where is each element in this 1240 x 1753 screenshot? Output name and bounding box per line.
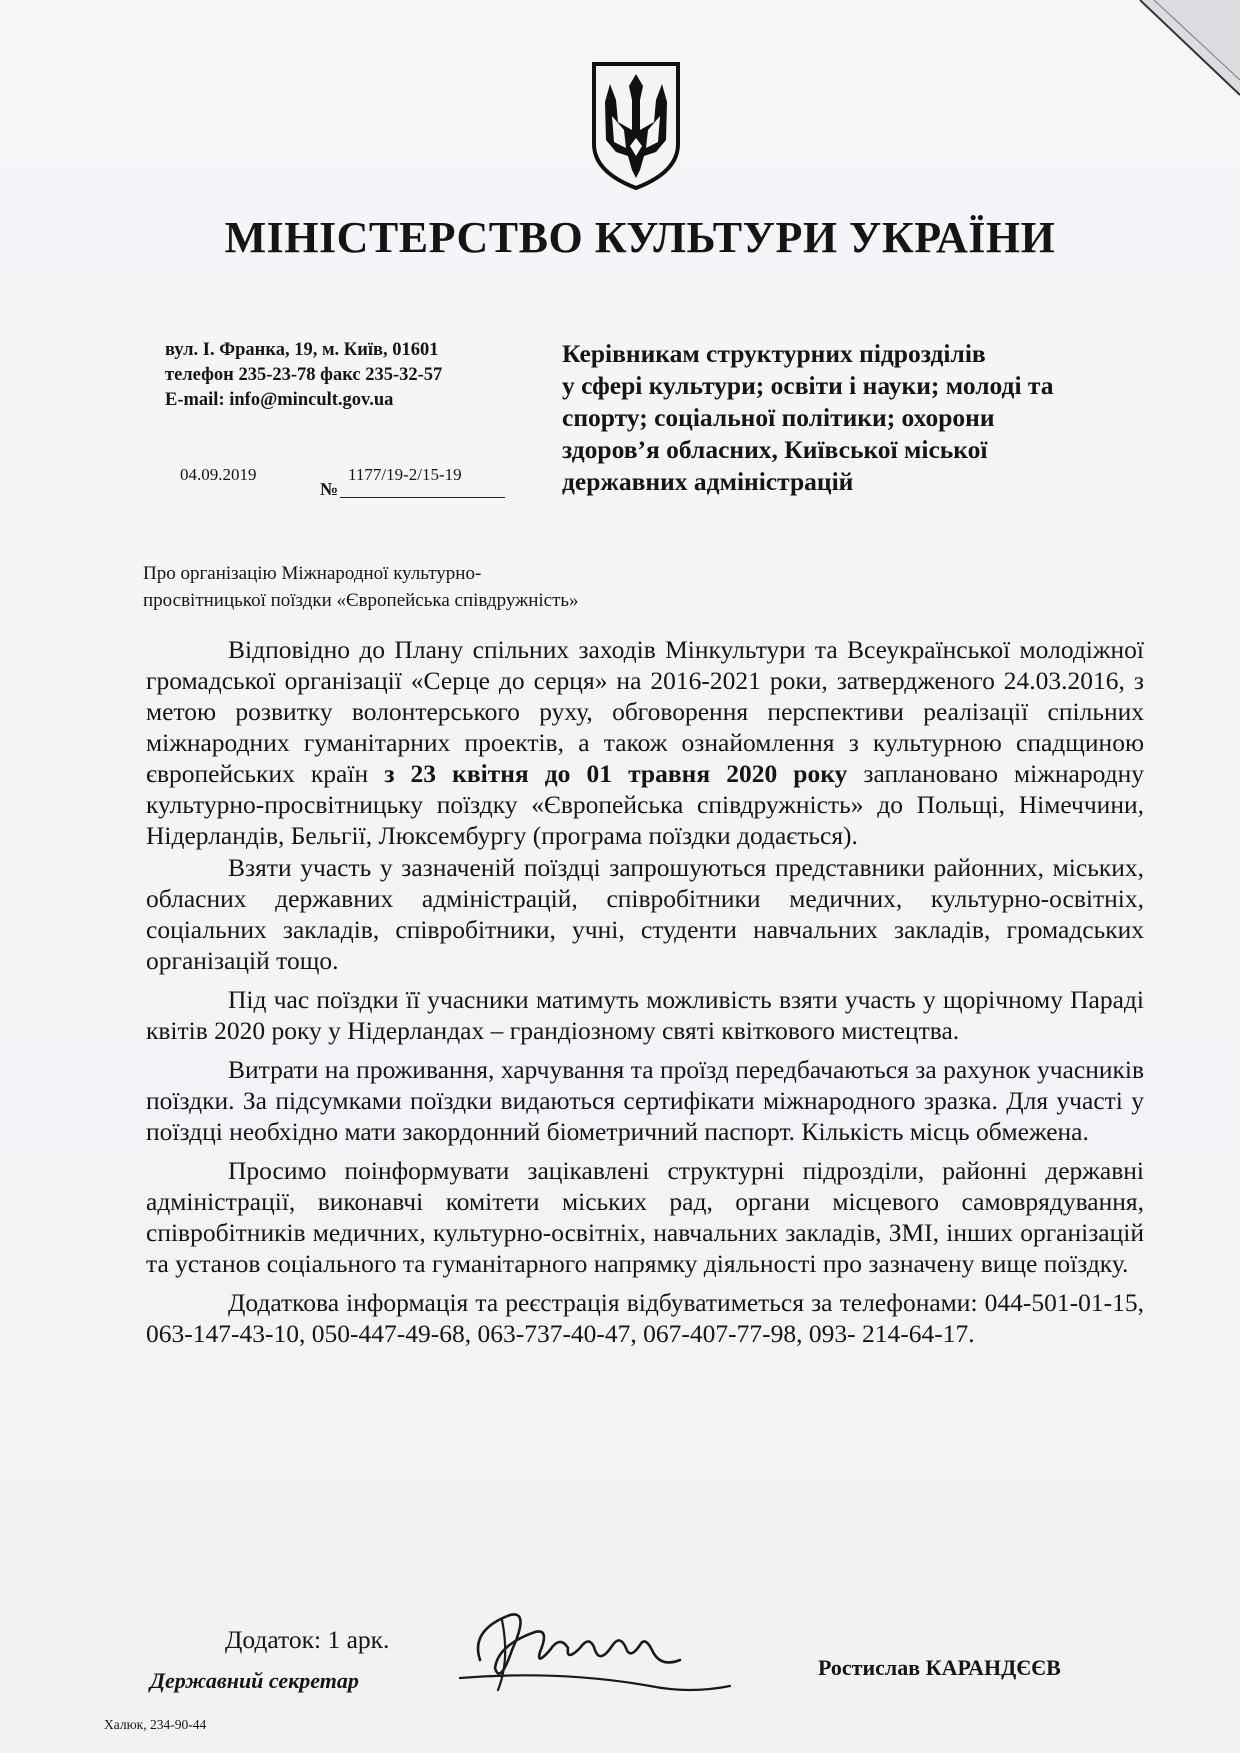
subject-line: просвітницької поїздки «Європейська співдружність»: [143, 590, 579, 611]
number-sign: №: [320, 479, 339, 499]
address-line: вул. І. Франка, 19, м. Київ, 01601: [165, 340, 439, 360]
body-paragraph: Витрати на проживання, харчування та проїзд передбачаються за рахунок учасників поїздки. За підсумками поїздки видаються сертифікати міжнародного зразка. Для участі у поїздці необхідно мати закордонний біометричний паспорт. Кількість місць обмежена.: [146, 1055, 1144, 1146]
recipient-line: державних адміністрацій: [562, 467, 854, 496]
body-paragraph: Під час поїздки її учасники матимуть можливість взяти участь у щорічному Параді квітів 2020 року у Нідерландах – грандіозному святі квіткового мистецтва.: [146, 985, 1144, 1045]
executor-note: Халюк, 234-90-44: [104, 1717, 207, 1732]
body-text: заплановано міжнародну культурно-просвітницьку поїздку «Європейська співдружність» до Польщі, Німеччини, Нідерландів, Бельгії, Люксембургу (програма поїздки додається).: [146, 759, 1144, 850]
email-line: E-mail: info@mincult.gov.ua: [165, 390, 394, 410]
signer-name: Ростислав КАРАНДЄЄВ: [818, 1655, 1061, 1680]
letter-body: [146, 634, 1144, 1357]
handwritten-signature-icon: [440, 1590, 740, 1710]
registration-date: 04.09.2019: [180, 465, 257, 484]
trip-dates: з 23 квітня до 01 травня 2020 року: [384, 759, 848, 788]
registration-underline: [340, 497, 505, 498]
signer-position: Державний секретар: [150, 1668, 359, 1693]
body-paragraph: [146, 634, 1144, 851]
phone-fax-line: телефон 235-23-78 факс 235-32-57: [165, 365, 443, 385]
recipient-line: Керівникам структурних підрозділів: [562, 339, 986, 368]
corner-fold-icon: [1120, 0, 1240, 110]
recipient-line: здоров’я обласних, Київської міської: [562, 435, 988, 464]
subject-line: Про організацію Міжнародної культурно-: [143, 563, 482, 584]
attachment-note: Додаток: 1 арк.: [225, 1625, 390, 1654]
ministry-contacts: [165, 338, 442, 413]
body-paragraph: Просимо поінформувати зацікавлені структурні підрозділи, районні державні адміністрації, виконавчі комітети міських рад, органи місцевого самоврядування, співробітників медичних, культурно-освітніх, навчальних закладів, ЗМІ, інших організацій та установ соціального та гуманітарного напрямку діяльності про зазначену вище поїздку.: [146, 1156, 1144, 1278]
letter-subject: [143, 560, 579, 614]
body-paragraph: Додаткова інформація та реєстрація відбуватиметься за телефонами: 044-501-01-15, 063-147-43-10, 050-447-49-68, 063-737-40-47, 067-407-77-98, 093- 214-64-17.: [146, 1288, 1144, 1348]
body-text: Відповідно до Плану спільних заходів Мінкультури та Всеукраїнської молодіжної громадської організації «Серце до серця» на 2016-2021 роки, затвердженого 24.03.2016, з метою розвитку волонтерського руху, обговорення перспективи реалізації спільних міжнародних гуманітарних проектів, а також ознайомлення з культурною спадщиною європейських країн: [146, 635, 1144, 788]
trident-emblem-icon: [590, 60, 682, 192]
recipient-line: спорту; соціальної політики; охорони: [562, 403, 995, 432]
recipient-block: [562, 338, 1162, 498]
registration-number: 1177/19-2/15-19: [348, 465, 462, 484]
body-paragraph: Взяти участь у зазначеній поїздці запрошуються представники районних, міських, обласних державних адміністрацій, співробітники медичних, культурно-освітніх, соціальних закладів, співробітники, учні, студенти навчальних закладів, громадських організацій тощо.: [146, 853, 1144, 975]
recipient-line: у сфері культури; освіти і науки; молоді та: [562, 371, 1054, 400]
ministry-title: МІНІСТЕРСТВО КУЛЬТУРИ УКРАЇНИ: [224, 213, 1056, 262]
